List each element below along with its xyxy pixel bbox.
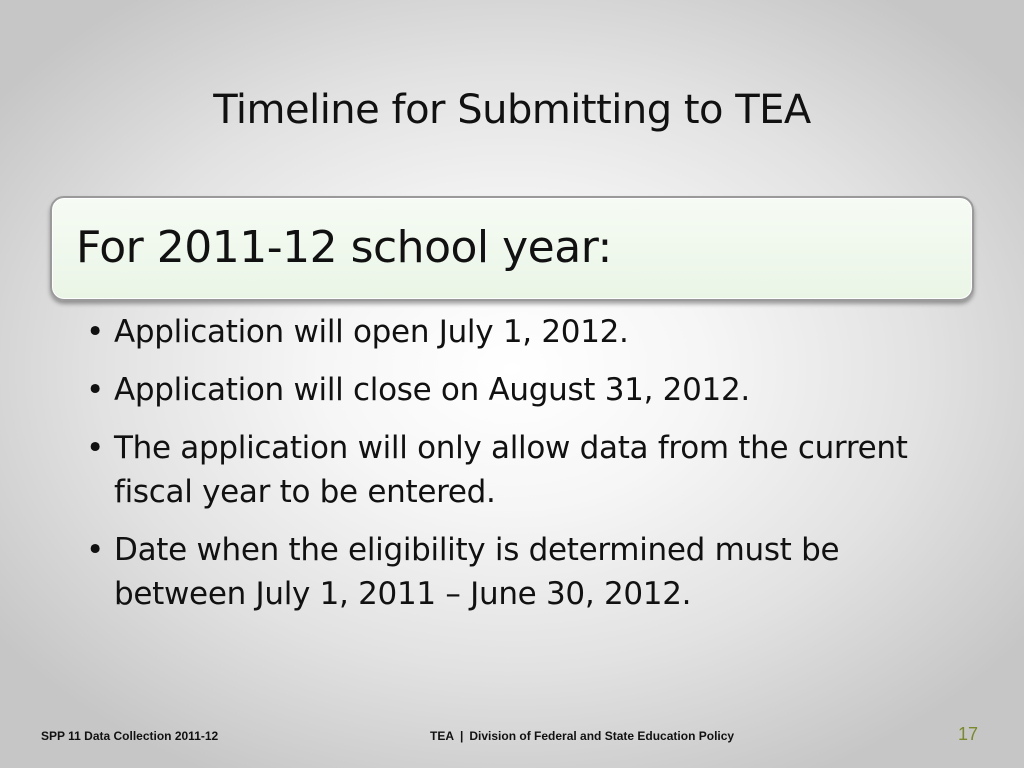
bullet-text: Application will open July 1, 2012. <box>114 314 629 350</box>
bullet-symbol: • <box>86 372 104 408</box>
bullet-item <box>84 368 944 412</box>
footer-division: Division of Federal and State Education Policy <box>469 729 735 743</box>
bullet-list <box>84 310 944 630</box>
footer-organization <box>430 729 734 743</box>
bullet-symbol: • <box>86 430 104 466</box>
page-number: 17 <box>958 724 979 744</box>
bullet-text: The application will only allow data from the current fiscal year to be entered. <box>114 430 908 510</box>
bullet-symbol: • <box>86 314 104 350</box>
footer-collection-name: SPP 11 Data Collection 2011-12 <box>41 729 219 743</box>
bullet-item <box>84 426 944 514</box>
bullet-item <box>84 310 944 354</box>
footer-separator: | <box>460 729 464 743</box>
subheader-box <box>50 196 974 301</box>
bullet-text: Application will close on August 31, 2012. <box>114 372 750 408</box>
bullet-symbol: • <box>86 532 104 568</box>
footer-org: TEA <box>430 729 454 743</box>
bullet-item <box>84 528 944 616</box>
slide-title: Timeline for Submitting to TEA <box>213 87 811 133</box>
subheader-text: For 2011-12 school year: <box>76 222 612 273</box>
bullet-text: Date when the eligibility is determined must be between July 1, 2011 – June 30, 2012. <box>114 532 840 612</box>
